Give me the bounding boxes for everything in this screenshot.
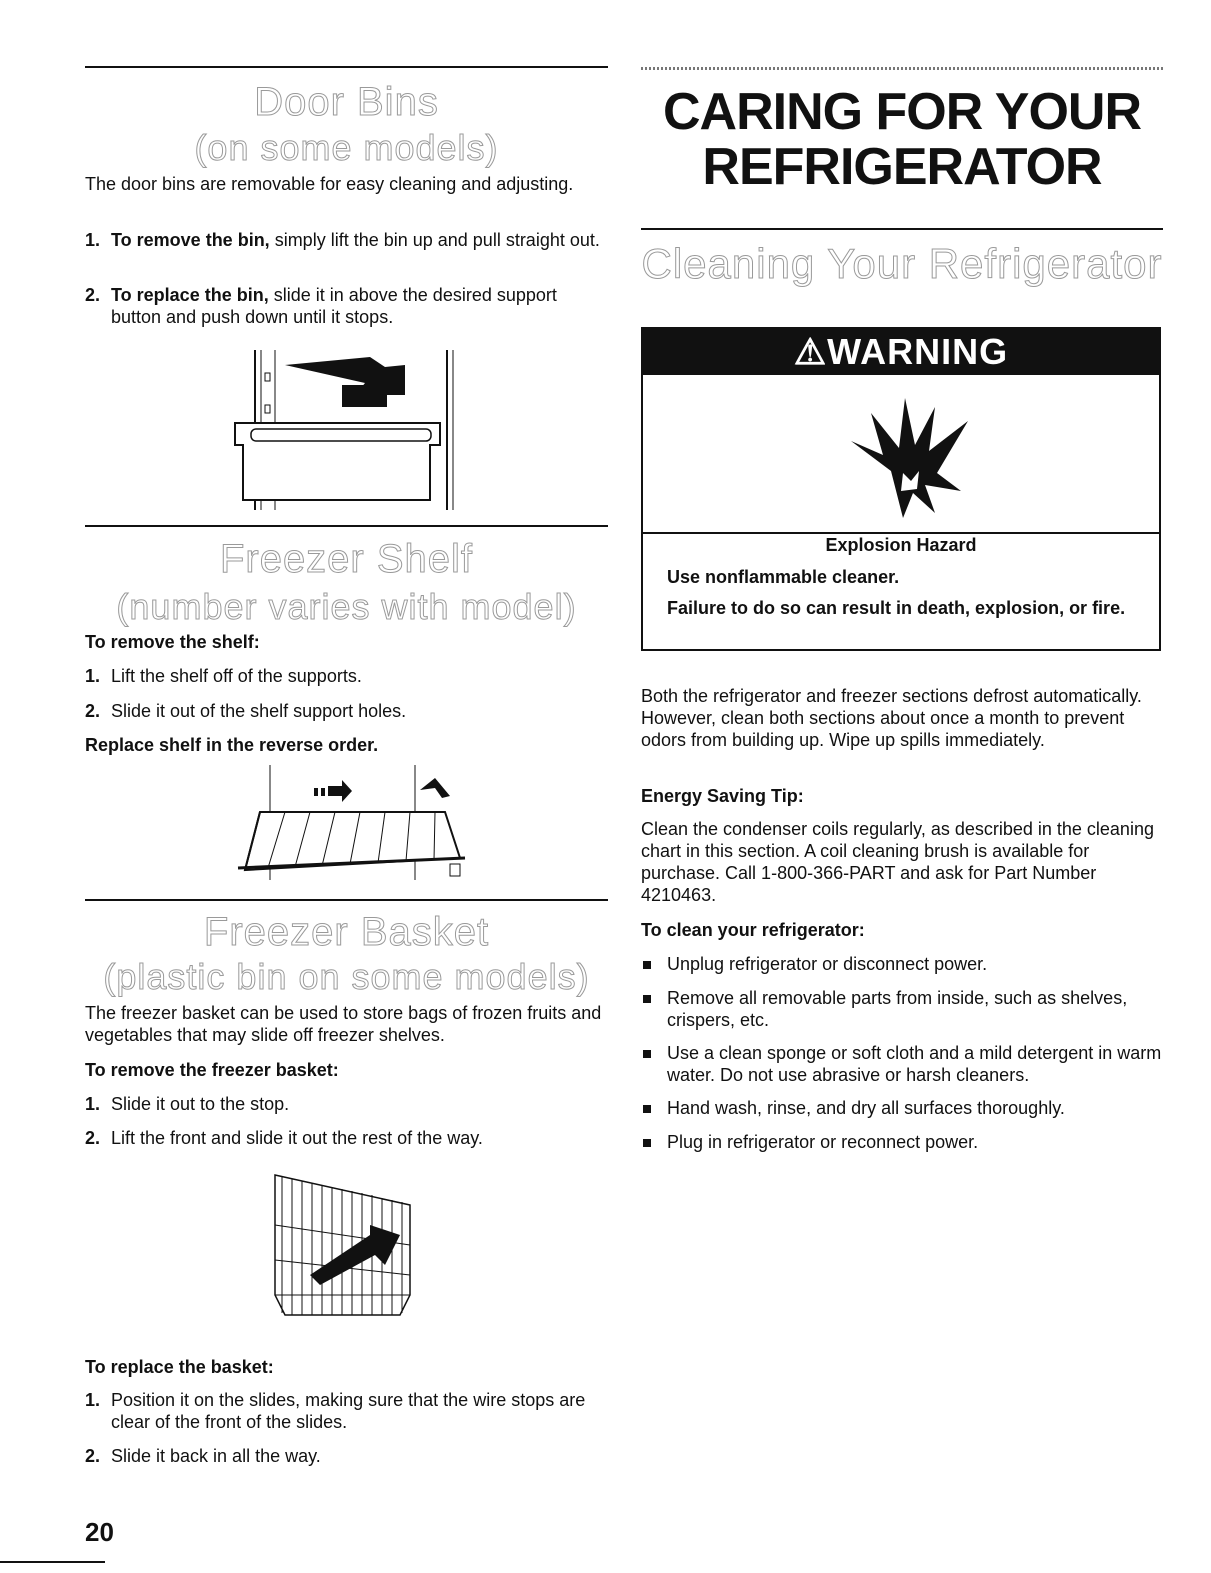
freezer-basket-illustration [260,1165,430,1335]
bullet-square-icon [643,1139,651,1147]
freezer-basket-replace-step-2: 2. Slide it back in all the way. [85,1446,321,1466]
clean-steps-label: To clean your refrigerator: [641,920,865,940]
freezer-shelf-step-2: 2. Slide it out of the shelf support holes. [85,701,407,721]
warning-triangle-icon: ⚠ [793,331,828,372]
section-rule [85,525,608,527]
warning-label: WARNING [827,331,1009,372]
freezer-shelf-replace-note: Replace shelf in the reverse order. [85,735,379,755]
section-rule [641,228,1163,230]
freezer-basket-heading: Freezer Basket [203,910,490,954]
bullet-item: Use a clean sponge or soft cloth and a mild detergent in warm water. Do not use abrasive or harsh cleaners. [641,1042,1163,1086]
freezer-shelf-step-1: 1. Lift the shelf off of the supports. [85,666,362,686]
bullet-item: Remove all removable parts from inside, such as shelves, crispers, etc. [641,987,1163,1031]
page-title-line-2: REFRIGERATOR [702,138,1102,196]
door-bin-illustration [225,345,465,515]
bullet-item: Unplug refrigerator or disconnect power. [641,953,1163,975]
freezer-basket-replace-label: To replace the basket: [85,1357,274,1377]
bullet-item: Hand wash, rinse, and dry all surfaces thoroughly. [641,1097,1163,1119]
warning-banner [643,329,1159,375]
freezer-shelf-illustration [230,760,480,885]
door-bins-subheading: (on some models) [194,127,499,168]
bullet-square-icon [643,995,651,1003]
bullet-square-icon [643,1105,651,1113]
section-rule [85,66,608,68]
warning-hazard-title: Explosion Hazard [825,535,977,555]
door-bins-step-1: 1. To remove the bin, simply lift the bin up and pull straight out. [85,230,600,250]
page-title-line-1: CARING FOR YOUR [662,83,1142,141]
cleaning-heading: Cleaning Your Refrigerator [641,240,1163,287]
freezer-shelf-remove-label: To remove the shelf: [85,632,260,652]
warning-line-1: Use nonflammable cleaner. [667,567,900,587]
freezer-basket-subheading: (plastic bin on some models) [103,956,590,997]
bullet-item: Plug in refrigerator or reconnect power. [641,1131,1163,1153]
energy-tip-text: Clean the condenser coils regularly, as described in the cleaning chart in this section. A coil cleaning brush is available for purchase. Call 1-800-366-PART and ask for Part Number 4210463. [641,819,1154,905]
bullet-square-icon [643,1050,651,1058]
freezer-shelf-heading: Freezer Shelf [219,537,474,581]
freezer-basket-intro: The freezer basket can be used to store bags of frozen fruits and vegetables that may slide off freezer shelves. [85,1003,602,1045]
freezer-basket-replace-step-1: 1. Position it on the slides, making sure that the wire stops are clear of the front of the slides. [85,1390,586,1432]
page-number: 20 [85,1517,114,1547]
bullet-square-icon [643,961,651,969]
door-bins-step-2: 2. To replace the bin, slide it in above the desired support button and push down until it stops. [85,285,557,327]
freezer-shelf-subheading: (number varies with model) [116,586,577,627]
footer-rule [0,1561,105,1563]
title-dotted-rule [641,67,1163,70]
freezer-basket-remove-step-1: 1. Slide it out to the stop. [85,1094,290,1114]
warning-divider [643,532,1159,534]
freezer-basket-remove-step-2: 2. Lift the front and slide it out the rest of the way. [85,1128,483,1148]
explosion-icon [843,393,973,523]
energy-tip-label: Energy Saving Tip: [641,786,804,806]
door-bins-intro: The door bins are removable for easy cleaning and adjusting. [85,174,574,194]
freezer-basket-remove-label: To remove the freezer basket: [85,1060,339,1080]
warning-line-2: Failure to do so can result in death, explosion, or fire. [667,598,1126,618]
door-bins-heading: Door Bins [254,80,439,124]
cleaning-intro: Both the refrigerator and freezer sections defrost automatically. However, clean both sections about once a month to prevent odors from building up. Wipe up spills immediately. [641,686,1142,750]
warning-box [641,327,1161,651]
section-rule [85,899,608,901]
